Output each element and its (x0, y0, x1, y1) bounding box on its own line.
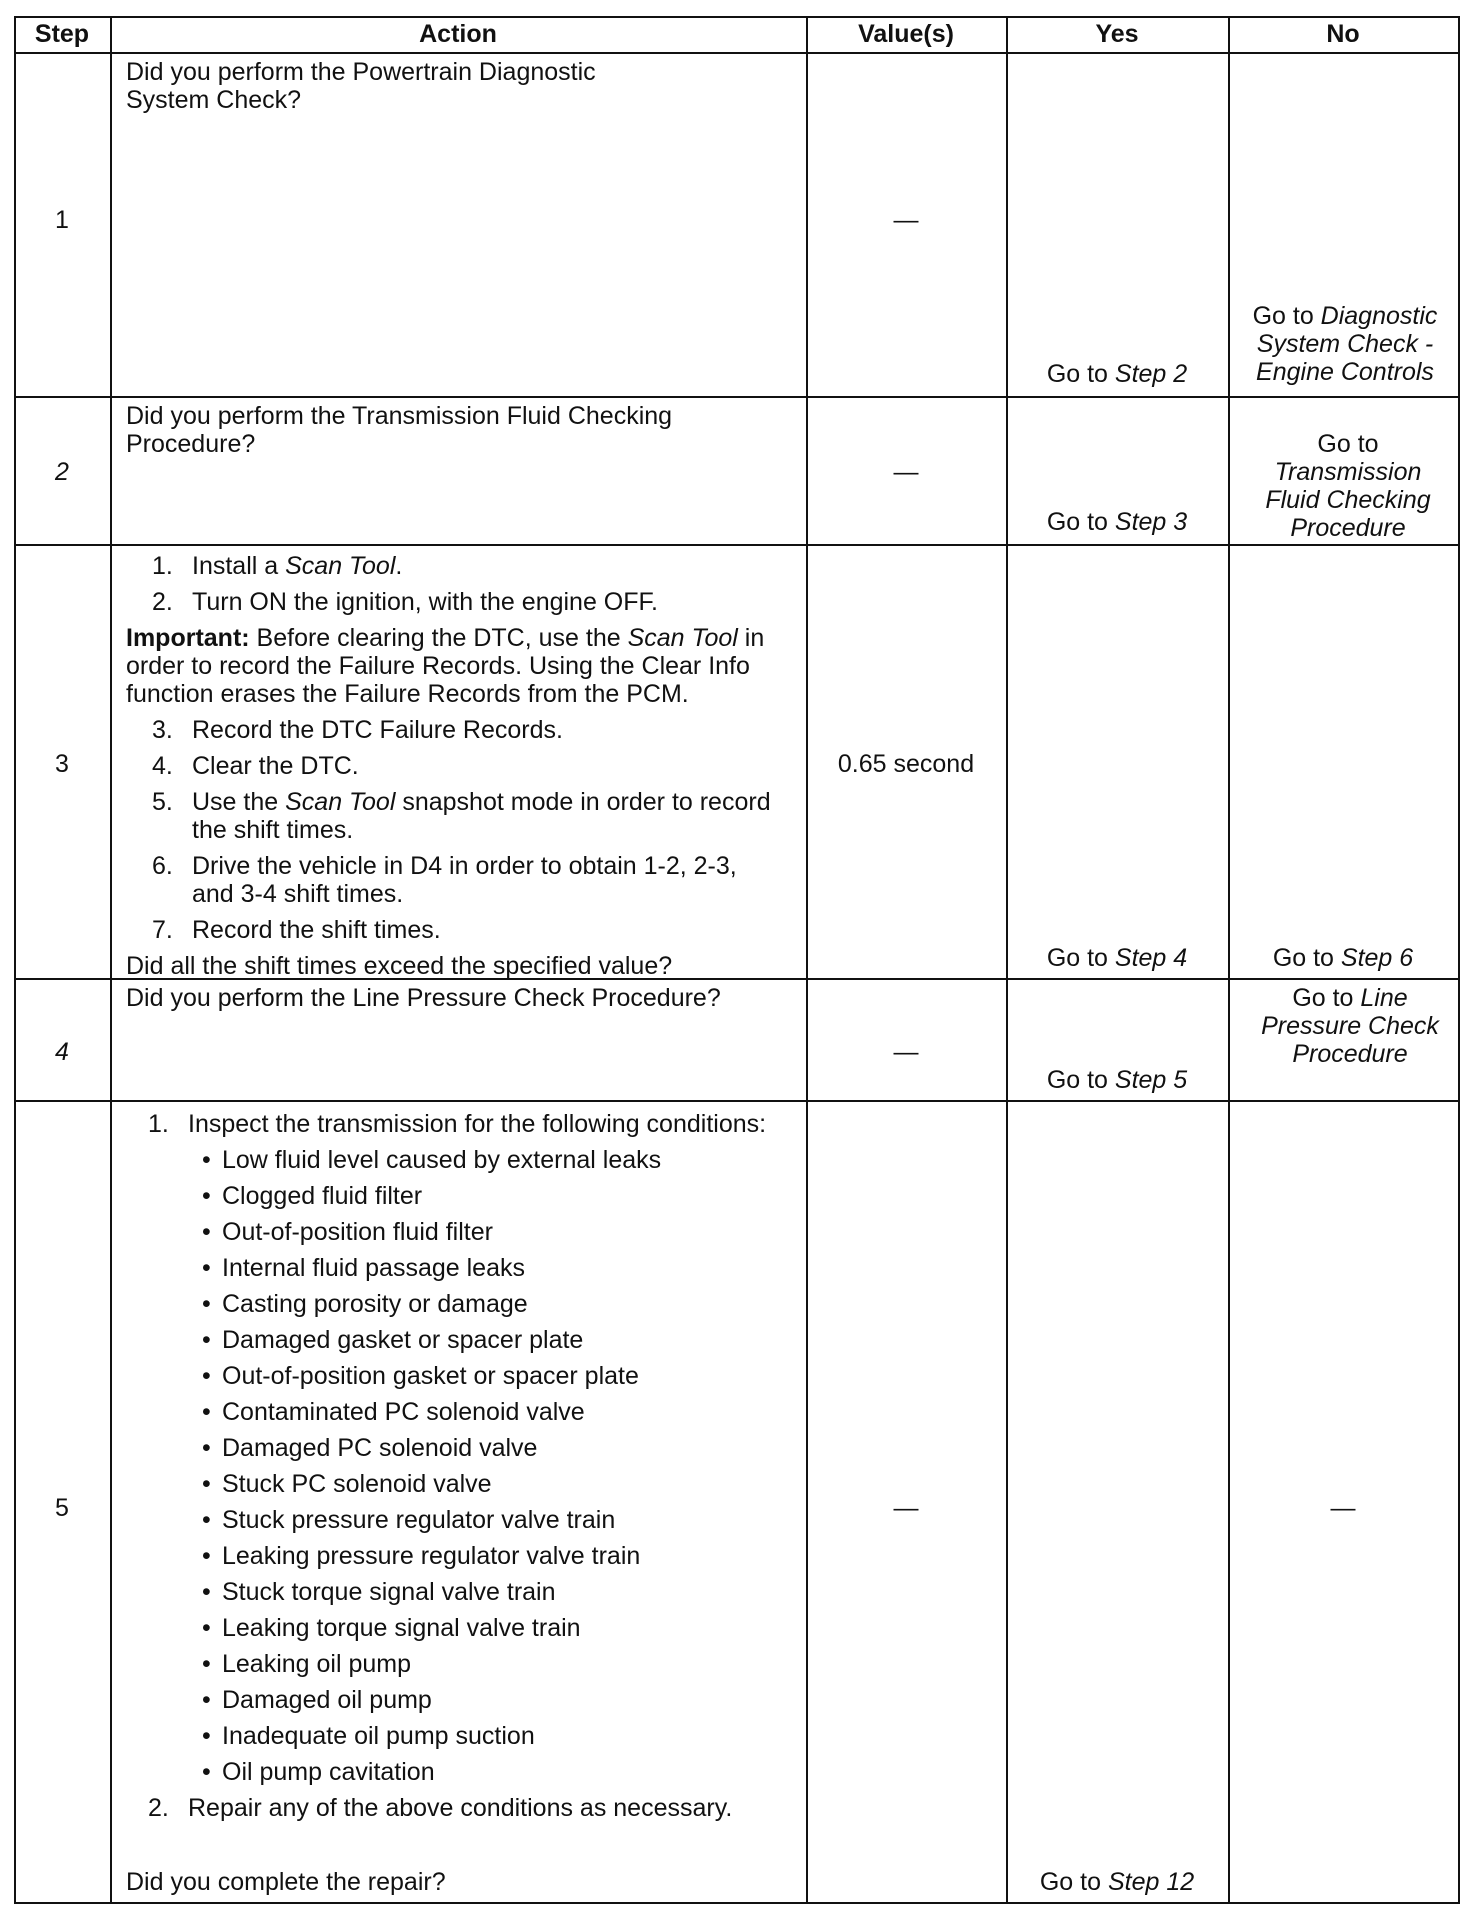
list-item (152, 788, 804, 844)
list-item: • Casting porosity or damage (198, 1290, 804, 1318)
col-divider (110, 16, 112, 1904)
header-yes: Yes (1095, 20, 1139, 48)
yes-action (1006, 1868, 1228, 1896)
list-item: • Stuck torque signal valve train (198, 1578, 804, 1606)
yes-prefix: Go to (1046, 508, 1115, 536)
item-text: Record the shift times. (192, 916, 441, 944)
table-border (14, 16, 16, 1904)
value-text: — (893, 458, 919, 486)
step-number: 3 (55, 750, 69, 778)
no-prefix: Go to (1252, 302, 1321, 330)
yes-action (1006, 360, 1228, 388)
no-procedure-link[interactable]: Diagnostic System Check - Engine Controls (1256, 302, 1438, 386)
no-action: — (1330, 1494, 1356, 1522)
note-text: in order to record the Failure Records. Using the Clear Info function erases the Failure Records from the PCM. (126, 624, 765, 708)
item-number: 6. (152, 852, 173, 880)
list-item: • Internal fluid passage leaks (198, 1254, 804, 1282)
no-action (1228, 944, 1458, 972)
row-divider (14, 1100, 1460, 1102)
row-divider (14, 544, 1460, 546)
question-text: Did you complete the repair? (126, 1868, 446, 1896)
item-number: 3. (152, 716, 173, 744)
step-number: 4 (55, 1038, 69, 1066)
yes-step-link[interactable]: Step 5 (1114, 1066, 1188, 1094)
list-item: • Damaged gasket or spacer plate (198, 1326, 804, 1354)
item-text: Record the DTC Failure Records. (192, 716, 563, 744)
list-item: • Leaking torque signal valve train (198, 1614, 804, 1642)
no-prefix: Go to (1317, 430, 1379, 458)
item-text: . (395, 552, 403, 580)
table-border (14, 1902, 1460, 1904)
action-text: Did you perform the Transmission Fluid Checking Procedure? (126, 402, 673, 458)
list-item: • Stuck PC solenoid valve (198, 1470, 804, 1498)
list-item (148, 1794, 804, 1822)
item-text: Turn ON the ignition, with the engine OFF. (192, 588, 658, 616)
table-border (14, 16, 1460, 18)
list-item (152, 916, 804, 944)
item-text: Drive the vehicle in D4 in order to obtain 1-2, 2-3, and 3-4 shift times. (192, 852, 737, 908)
list-item: • Stuck pressure regulator valve train (198, 1506, 804, 1534)
action-block (126, 1110, 804, 1822)
yes-step-link[interactable]: Step 12 (1107, 1868, 1195, 1896)
value-text: — (893, 1494, 919, 1522)
list-item (152, 852, 782, 908)
item-number: 5. (152, 788, 173, 816)
item-term: Scan Tool (285, 788, 396, 816)
yes-action (1006, 508, 1228, 536)
list-item (152, 716, 804, 744)
list-item: • Clogged fluid filter (198, 1182, 804, 1210)
no-procedure-link[interactable]: Transmission Fluid Checking Procedure (1265, 458, 1431, 542)
list-item (152, 752, 804, 780)
action-text: Did you perform the Line Pressure Check Procedure? (126, 984, 721, 1012)
item-number: 7. (152, 916, 173, 944)
list-item: • Leaking oil pump (198, 1650, 804, 1678)
list-item: • Oil pump cavitation (198, 1758, 804, 1786)
step-number: 2 (55, 458, 69, 486)
note-text: Before clearing the DTC, use the (249, 624, 628, 652)
list-item: • Leaking pressure regulator valve train (198, 1542, 804, 1570)
list-item: • Damaged oil pump (198, 1686, 804, 1714)
yes-action (1006, 944, 1228, 972)
no-action (1258, 430, 1438, 542)
list-item (152, 552, 804, 580)
yes-step-link[interactable]: Step 4 (1114, 944, 1188, 972)
yes-prefix: Go to (1046, 1066, 1115, 1094)
action-block (126, 552, 804, 980)
step-number: 5 (55, 1494, 69, 1522)
important-label: Important: (126, 624, 250, 652)
item-text: Clear the DTC. (192, 752, 359, 780)
item-text: Install a (192, 552, 286, 580)
list-item: • Damaged PC solenoid valve (198, 1434, 804, 1462)
header-values: Value(s) (858, 20, 954, 48)
yes-prefix: Go to (1046, 360, 1115, 388)
item-number: 2. (152, 588, 173, 616)
list-item (148, 1110, 804, 1138)
yes-action (1006, 1066, 1228, 1094)
item-text: Repair any of the above conditions as necessary. (188, 1794, 733, 1822)
list-item (152, 588, 804, 616)
item-term: Scan Tool (285, 552, 396, 580)
no-prefix: Go to (1272, 944, 1341, 972)
value-text: — (893, 1038, 919, 1066)
list-item: • Out-of-position gasket or spacer plate (198, 1362, 804, 1390)
action-text: Did you perform the Powertrain Diagnostic System Check? (126, 58, 596, 114)
note-term: Scan Tool (627, 624, 738, 652)
yes-prefix: Go to (1039, 1868, 1108, 1896)
item-text: Inspect the transmission for the following conditions: (188, 1110, 767, 1138)
no-procedure-link[interactable]: Line Pressure Check Procedure (1261, 984, 1439, 1068)
row-divider (14, 396, 1460, 398)
item-text: Use the (192, 788, 286, 816)
value-text: 0.65 second (837, 750, 975, 778)
item-text: snapshot mode in order to record the shift times. (192, 788, 771, 844)
no-action (1260, 984, 1440, 1068)
item-number: 1. (152, 552, 173, 580)
list-item: • Inadequate oil pump suction (198, 1722, 804, 1750)
no-step-link[interactable]: Step 6 (1340, 944, 1414, 972)
yes-step-link[interactable]: Step 2 (1114, 360, 1188, 388)
no-prefix: Go to (1292, 984, 1361, 1012)
header-step: Step (34, 20, 90, 48)
col-divider (806, 16, 808, 1904)
list-item: • Low fluid level caused by external leaks (198, 1146, 804, 1174)
conditions-list (198, 1146, 804, 1786)
table-border (1458, 16, 1460, 1904)
diagnostic-table (14, 16, 1460, 1904)
item-number: 4. (152, 752, 173, 780)
list-item: • Out-of-position fluid filter (198, 1218, 804, 1246)
value-text: — (893, 206, 919, 234)
header-divider (14, 52, 1460, 54)
item-number: 1. (148, 1110, 169, 1138)
no-action (1250, 302, 1440, 386)
yes-prefix: Go to (1046, 944, 1115, 972)
header-action: Action (419, 20, 497, 48)
item-number: 2. (148, 1794, 169, 1822)
step-number: 1 (55, 206, 69, 234)
yes-step-link[interactable]: Step 3 (1114, 508, 1188, 536)
question-text: Did all the shift times exceed the specified value? (126, 952, 673, 980)
list-item: • Contaminated PC solenoid valve (198, 1398, 804, 1426)
important-note (126, 624, 804, 708)
header-no: No (1326, 20, 1360, 48)
